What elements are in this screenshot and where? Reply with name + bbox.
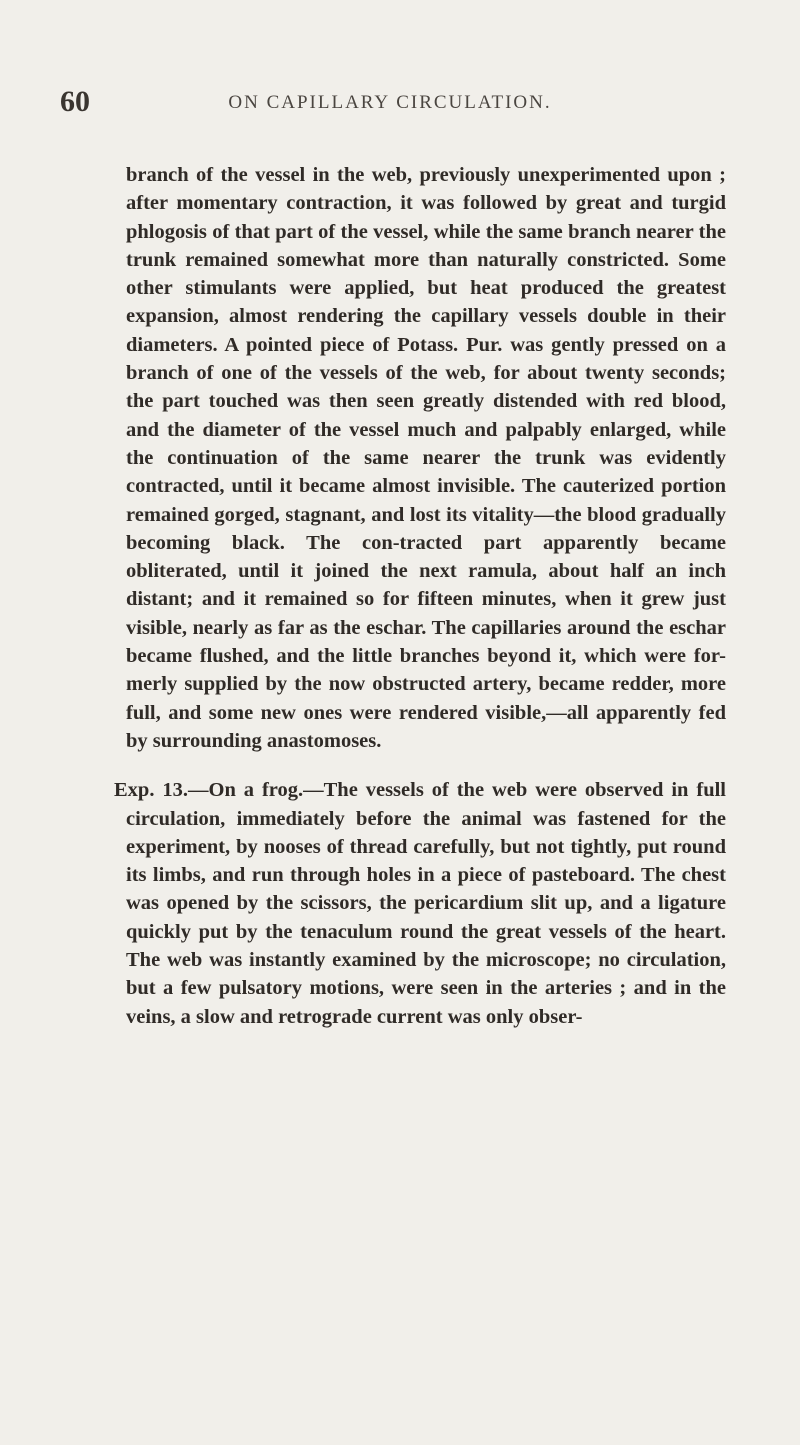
page-number: 60 xyxy=(60,85,90,118)
body-text xyxy=(114,161,726,1031)
page-header xyxy=(60,82,720,122)
paragraph-continuation: branch of the vessel in the web, previously unexperimented upon ; after momentary contraction, it was followed by great and turgid phlogosis of that part of the vessel, while the same branch nearer the trunk remained somewhat more than naturally constricted. Some other stimulants were applied, but heat produced the greatest expansion, almost rendering the capillary vessels double in their diameters. A pointed piece of Potass. Pur. was gently pressed on a branch of one of the vessels of the web, for about twenty seconds; the part touched was then seen greatly distended with red blood, and the diameter of the vessel much and palpably enlarged, while the continuation of the same nearer the trunk was evidently contracted, until it became almost invisible. The cauterized portion remained gorged, stagnant, and lost its vitality—the blood gradually becoming black. The con-tracted part apparently became obliterated, until it joined the next ramula, about half an inch distant; and it remained so for fifteen minutes, when it grew just visible, nearly as far as the eschar. The capillaries around the eschar became flushed, and the little branches beyond it, which were for-merly supplied by the now obstructed artery, became redder, more full, and some new ones were rendered visible,—all apparently fed by surrounding anastomoses. xyxy=(126,164,726,752)
running-title: ON CAPILLARY CIRCULATION. xyxy=(228,92,552,113)
paragraph-experiment-13: Exp. 13.—On a frog.—The vessels of the web were observed in full circulation, immediately before the animal was fastened for the experiment, by nooses of thread carefully, but not tightly, put round its limbs, and run through holes in a piece of pasteboard. The chest was opened by the scissors, the pericardium slit up, and a ligature quickly put by the tenaculum round the great vessels of the heart. The web was instantly examined by the microscope; no circulation, but a few pulsatory motions, were seen in the arteries ; and in the veins, a slow and retrograde current was only obser- xyxy=(114,779,726,1028)
